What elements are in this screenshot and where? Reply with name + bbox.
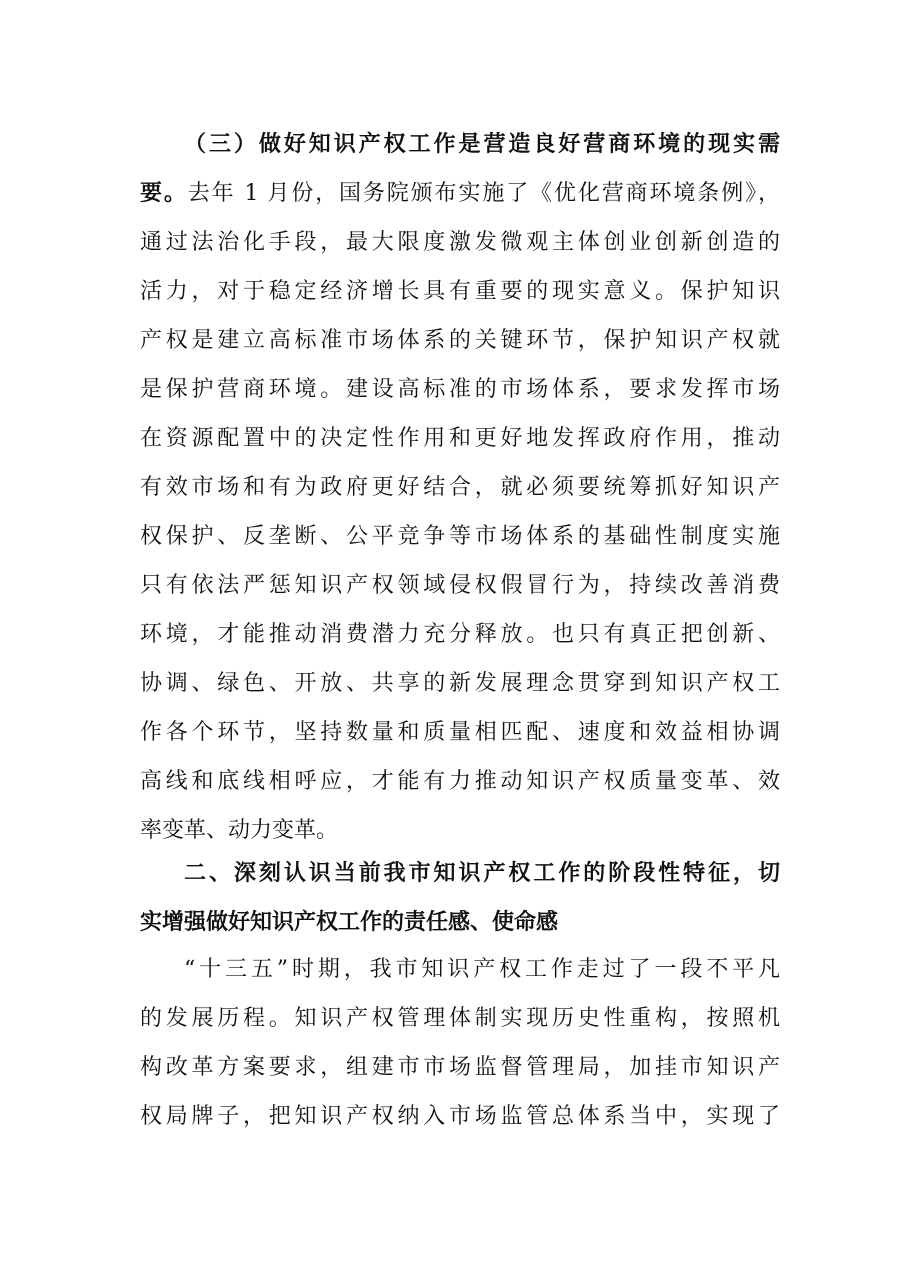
body-text: 协调、绿色、开放、共享的新发展理念贯穿到知识产权工 — [140, 671, 780, 696]
body-text: 权保护、反垄断、公平竞争等市场体系的基础性制度实施 — [140, 524, 780, 549]
text-line — [140, 757, 780, 806]
body-text: 高线和底线相呼应，才能有力推动知识产权质量变革、效 — [140, 769, 780, 794]
text-line — [140, 316, 780, 365]
text-line — [140, 994, 780, 1043]
body-text: 率变革、动力变革。 — [140, 818, 339, 843]
text-line — [140, 898, 780, 947]
body-text: 活力，对于稳定经济增长具有重要的现实意义。保护知识 — [140, 279, 780, 304]
body-text: 构改革方案要求，组建市市场监督管理局，加挂市知识产 — [140, 1055, 780, 1080]
body-text: 在资源配置中的决定性作用和更好地发挥政府作用，推动 — [140, 426, 780, 451]
text-line — [140, 120, 780, 169]
body-text: 有效市场和有为政府更好结合，就必须要统筹抓好知识产 — [140, 475, 780, 500]
body-text: 去年 1 月份，国务院颁布实施了《优化营商环境条例》， — [187, 181, 780, 206]
text-line — [140, 365, 780, 414]
text-line — [140, 659, 780, 708]
heading-text: 二、深刻认识当前我市知识产权工作的阶段性特征，切 — [184, 861, 780, 886]
body-text: 通过法治化手段，最大限度激发微观主体创业创新创造的 — [140, 230, 780, 255]
text-line — [140, 945, 780, 994]
text-line — [140, 414, 780, 463]
text-line — [140, 806, 780, 855]
text-line — [140, 512, 780, 561]
body-text: 作各个环节，坚持数量和质量相匹配、速度和效益相协调 — [140, 720, 780, 745]
text-line — [140, 218, 780, 267]
text-line — [140, 1043, 780, 1092]
text-line — [140, 463, 780, 512]
body-text: “十三五”时期，我市知识产权工作走过了一段不平凡 — [184, 957, 780, 982]
section-heading-3-end: 要。 — [140, 181, 188, 206]
body-text: 的发展历程。知识产权管理体制实现历史性重构，按照机 — [140, 1006, 780, 1031]
text-line — [140, 267, 780, 316]
text-line — [140, 849, 780, 898]
body-text: 产权是建立高标准市场体系的关键环节，保护知识产权就 — [140, 328, 780, 353]
paragraph-thirteenth-five-year — [140, 945, 780, 1141]
section-heading-2 — [140, 849, 780, 947]
body-text: 是保护营商环境。建设高标准的市场体系，要求发挥市场 — [140, 377, 780, 402]
text-line — [140, 708, 780, 757]
heading-text: 实增强做好知识产权工作的责任感、使命感 — [140, 910, 559, 935]
text-line — [140, 610, 780, 659]
body-text: 环境，才能推动消费潜力充分释放。也只有真正把创新、 — [140, 622, 780, 647]
text-line — [140, 561, 780, 610]
text-line — [140, 1092, 780, 1141]
text-line — [140, 169, 780, 218]
body-text: 只有依法严惩知识产权领域侵权假冒行为，持续改善消费 — [140, 573, 780, 598]
paragraph-business-environment — [140, 120, 780, 855]
section-heading-3: （三）做好知识产权工作是营造良好营商环境的现实需 — [184, 132, 780, 157]
body-text: 权局牌子，把知识产权纳入市场监管总体系当中，实现了 — [140, 1104, 780, 1129]
